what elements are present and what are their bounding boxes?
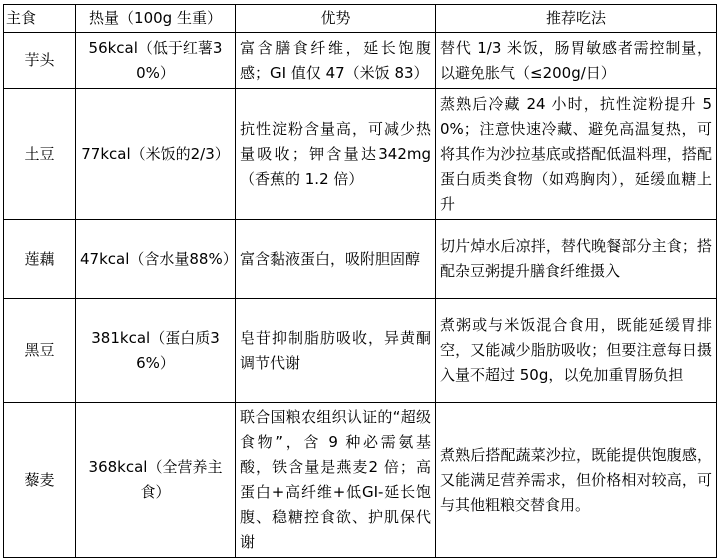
recommendation-text: 煮粥或与米饭混合食用，既能延缓胃排空，又能减少脂肪吸收；但要注意每日摄入量不超过 50g，以免加重胃肠负担	[436, 299, 717, 403]
table-row	[4, 299, 717, 403]
header-calorie: 热量（100g 生重）	[76, 5, 236, 33]
table-row	[4, 33, 717, 89]
recommendation-text: 替代 1/3 米饭，肠胃敏感者需控制量，以避免胀气（≤200g/日）	[436, 33, 717, 89]
advantage-text: 富含黏液蛋白，吸附胆固醇	[236, 220, 436, 299]
staple-name: 黑豆	[4, 299, 76, 403]
header-advantage: 优势	[236, 5, 436, 33]
staple-name: 土豆	[4, 89, 76, 220]
advantage-text: 联合国粮农组织认证的“超级食物”，含 9 种必需氨基酸，铁含量是燕麦2 倍；高蛋白+高纤维+低GI-延长饱腹、稳糖控食欲、护肌保代谢	[236, 403, 436, 558]
staple-name: 莲藕	[4, 220, 76, 299]
recommendation-text: 煮熟后搭配蔬菜沙拉，既能提供饱腹感，又能满足营养需求，但价格相对较高，可与其他粗粮交替食用。	[436, 403, 717, 558]
advantage-text: 抗性淀粉含量高，可减少热量吸收；钾含量达342mg（香蕉的 1.2 倍）	[236, 89, 436, 220]
staple-name: 藜麦	[4, 403, 76, 558]
table-row	[4, 89, 717, 220]
calorie-value: 47kcal（含水量88%）	[76, 220, 236, 299]
header-recommendation: 推荐吃法	[436, 5, 717, 33]
header-row	[4, 5, 717, 33]
advantage-text: 皂苷抑制脂肪吸收，异黄酮调节代谢	[236, 299, 436, 403]
advantage-text: 富含膳食纤维，延长饱腹感；GI 值仅 47（米饭 83）	[236, 33, 436, 89]
calorie-value: 56kcal（低于红薯30%）	[76, 33, 236, 89]
calorie-value: 77kcal（米饭的2/3）	[76, 89, 236, 220]
recommendation-text: 蒸熟后冷藏 24 小时，抗性淀粉提升 50%；注意快速冷藏、避免高温复热，可将其作为沙拉基底或搭配低温料理，搭配蛋白质类食物（如鸡胸肉），延缓血糖上升	[436, 89, 717, 220]
calorie-value: 381kcal（蛋白质36%）	[76, 299, 236, 403]
table-row	[4, 403, 717, 558]
staple-name: 芋头	[4, 33, 76, 89]
staple-food-table	[3, 4, 717, 558]
recommendation-text: 切片焯水后凉拌，替代晚餐部分主食；搭配杂豆粥提升膳食纤维摄入	[436, 220, 717, 299]
header-staple: 主食	[4, 5, 76, 33]
table-row	[4, 220, 717, 299]
calorie-value: 368kcal（全营养主食）	[76, 403, 236, 558]
